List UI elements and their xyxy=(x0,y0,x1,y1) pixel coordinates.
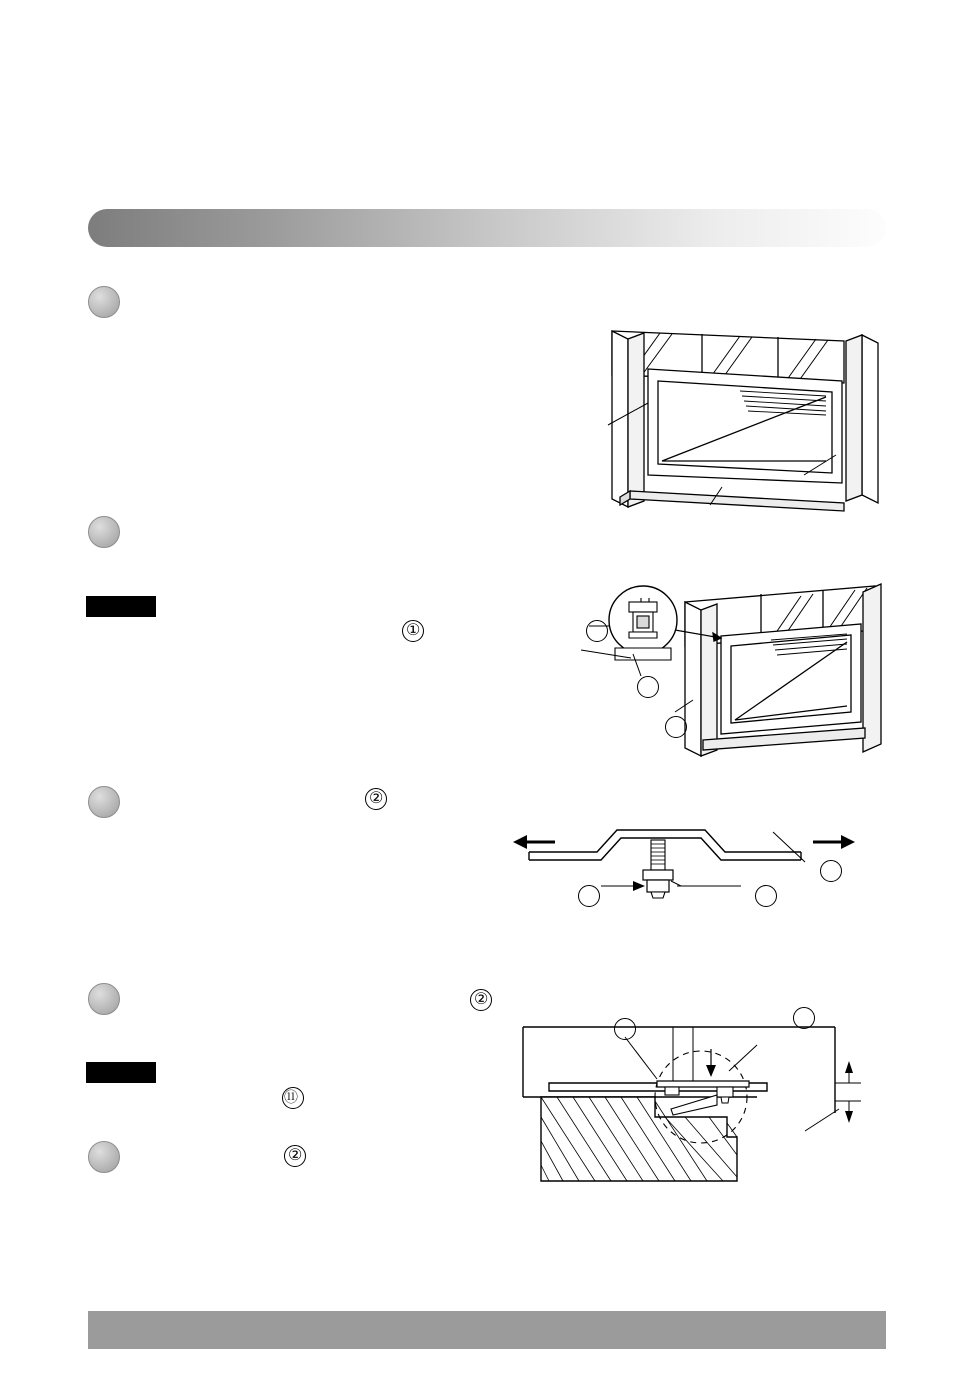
figure2-callout-circle-b xyxy=(637,676,659,698)
figure3-callout-circle-a xyxy=(578,885,600,907)
page-footer-bar xyxy=(88,1311,886,1349)
step-bullet-2 xyxy=(88,516,120,548)
inline-circle-2-number: ② xyxy=(369,790,384,807)
inline-circle-2c-number: ② xyxy=(288,1147,303,1164)
note-chip-1-label xyxy=(86,596,156,602)
figure4-inline-circle-2-number: ② xyxy=(474,991,489,1008)
note-chip-1 xyxy=(86,596,156,617)
inline-circle-11-number: ⑪ xyxy=(284,1089,298,1105)
figure3-callout-circle-c xyxy=(820,860,842,882)
figure-window-lock-detail xyxy=(575,580,895,760)
inline-circle-1-number: ① xyxy=(406,622,421,639)
step-bullet-3 xyxy=(88,786,120,818)
figure4-callout-circle-a xyxy=(614,1018,636,1040)
figure2-callout-circle-a xyxy=(586,620,608,642)
figure2-callout-circle-c xyxy=(665,716,687,738)
step-bullet-1 xyxy=(88,286,120,318)
step-bullet-4 xyxy=(88,983,120,1015)
note-chip-2-label xyxy=(86,1062,156,1068)
section-header-bar xyxy=(88,209,886,247)
figure-bracket-front xyxy=(505,818,865,928)
section-header-title xyxy=(88,209,886,229)
step-bullet-5 xyxy=(88,1141,120,1173)
figure-sill-section xyxy=(505,1005,875,1205)
figure3-callout-circle-b xyxy=(755,885,777,907)
note-chip-2 xyxy=(86,1062,156,1083)
figure-window-frame xyxy=(590,325,890,515)
page-footer-text xyxy=(88,1311,886,1331)
figure4-callout-circle-b xyxy=(793,1007,815,1029)
